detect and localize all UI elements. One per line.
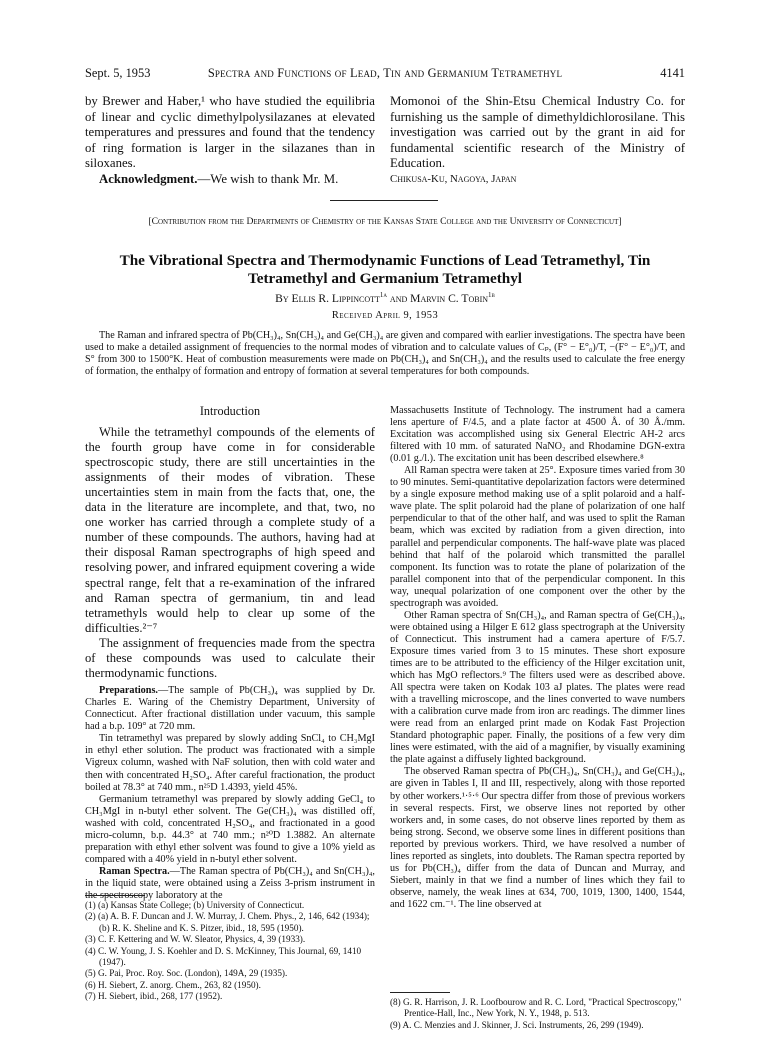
raman-paragraph [85, 866, 375, 902]
germanium-paragraph: Germanium tetramethyl was prepared by slowly adding GeCl₄ to CH₃MgI in n-butyl ether solvent. The Ge(CH₃)₄ was distilled off, washed with cold, concentrated H₂SO₄, and fractionated in a good micro-column, b.p. 44.3° at 740 mm.; n²⁰D 1.3882. An alternate preparation with ethyl ether solvent was found to give a 10% yield as compared with a 40% yield in n-butyl ether solvent. [85, 793, 375, 865]
acknowledgment [85, 172, 375, 188]
footnote: (1) (a) Kansas State College; (b) University of Connecticut. [85, 900, 305, 910]
author-address: Chikusa-Ku, Nagoya, Japan [390, 172, 517, 185]
section-divider [330, 200, 438, 201]
footnote-rule-left [85, 895, 145, 896]
author-2: Marvin C. Tobin [410, 291, 489, 305]
preparations-label: Preparations. [99, 685, 158, 697]
prev-article-text: by Brewer and Haber,¹ who have studied the equilibria of linear and cyclic dimethylpolysilazanes at elevated temperatures and pressures and found that the tendency of ring formation is larger in the silazanes than in siloxanes. [85, 94, 375, 171]
footnote: (8) G. R. Harrison, J. R. Loofbourow and R. C. Lord, "Practical Spectroscopy," Prentice-Hall, Inc., New York, N. Y., 1948, p. 513. [390, 997, 682, 1019]
header-date: Sept. 5, 1953 [85, 66, 151, 80]
footnote: (2) (a) A. B. F. Duncan and J. W. Murray, J. Chem. Phys., 2, 146, 642 (1934); (b) R. K. Sheline and K. S. Pitzer, ibid., 18, 595 (1950). [85, 911, 370, 933]
authors-and: and [387, 291, 411, 305]
ack-text: —We wish to thank Mr. M. [197, 171, 339, 186]
abstract: The Raman and infrared spectra of Pb(CH₃)₄, Sn(CH₃)₄ and Ge(CH₃)₄ are given and compared with earlier investigations. The spectra have been used to make a detailed assignment of frequencies to the normal modes of vibration and to calculate values of Cₚ, (F° − E°₀)/T, −(F° − E°₀)/T, and S° from 300 to 1500°K. Heat of combustion measurements were made on Pb(CH₃)₄ and Sn(CH₃)₄ and the results used to calculate the free energy of formation, the enthalpy of formation and entropy of formation at several temperatures for both compounds. [85, 330, 685, 377]
tin-paragraph: Tin tetramethyl was prepared by slowly adding SnCl₄ to CH₃MgI in ethyl ether solution. The product was fractionated with a simple Vigreux column, washed with NaF solution, then with cold water and then with concentrated H₂SO₄. After careful fractionation, the product boiled at 78.3° at 740 mm., n²⁵D 1.4393, yield 45%. [85, 733, 375, 793]
right-paragraph-3: Other Raman spectra of Sn(CH₃)₄, and Raman spectra of Ge(CH₃)₄, were obtained using a Hilger E 612 glass spectrograph at the University of Connecticut. This instrument had a camera aperture of F/5.7. Exposure times varied from 3 to 15 minutes. These short exposure times are to be attributed to the efficiency of the Hilger excitation unit, which has MgO reflectors.⁹ The filters used were as described above. All spectra were taken on Kodak 103 aJ plates. The plates were read with a travelling microscope, and the lines converted to wave numbers with a calibration curve made from iron arc readings. The dimmer lines were read from an enlarged print made on Kodak Fast Projection Standard photographic paper. Finally, the positions of a few very dim lines were estimated, with the aid of a magnifier, by visually examining the plate against a diffusely lighted background. [390, 609, 685, 766]
right-paragraph-1: Massachusetts Institute of Technology. The instrument had a camera lens aperture of F/4.5, and a plate factor at 4500 Å. of 30 Å./mm. Excitation was accomplished using six General Electric AH-2 arcs filtered with 10 mm. of saturated NaNO₂ and Rhodamine DGN-extra (0.01 g./l.). The excitation unit has been described elsewhere.⁸ [390, 405, 685, 465]
intro-paragraph-2: The assignment of frequencies made from the spectra of these compounds was used to calculate their thermodynamic functions. [85, 635, 375, 681]
author-1: Ellis R. Lippincott [291, 291, 380, 305]
right-paragraph-4: The observed Raman spectra of Pb(CH₃)₄, Sn(CH₃)₄ and Ge(CH₃)₄, are given in Tables I, II and III, respectively, along with those reported by other workers.¹·⁵·⁶ Our spectra differ from those of previous workers in several respects. First, we observe lines not reported by other workers and, in some cases, do not observe lines reported by them as being strong. Second, we observe some lines in different positions than reported by previous workers. Third, we have resolved a number of lines reported as singlets, into doublets. The Raman spectra reported by us for Pb(CH₃)₄ differ from the data of Duncan and Murray, and Siebert, mainly in that we find a number of lines which they fail to observe, namely, the weak lines at 634, 700, 1019, 1300, 1400, 1544, and 1622 cm.⁻¹. The line observed at [390, 766, 685, 910]
prev-article-left [85, 94, 375, 188]
raman-text: —The Raman spectra of Pb(CH₃)₄ and Sn(CH₃)₄, in the liquid state, were obtained using a Zeiss 3-prism instrument in the spectroscopy laboratory at the [85, 865, 375, 901]
prev-article-right [390, 94, 685, 188]
footnote: (3) C. F. Kettering and W. W. Sleator, Physics, 4, 39 (1933). [85, 934, 306, 945]
preparations-paragraph [85, 685, 375, 733]
article-title: The Vibrational Spectra and Thermodynamic Functions of Lead Tetramethyl, Tin Tetramethyl and Germanium Tetramethyl [119, 252, 651, 287]
footnote: (6) H. Siebert, Z. anorg. Chem., 263, 82 (1950). [85, 979, 261, 990]
preparations-text: —The sample of Pb(CH₃)₄ was supplied by Dr. Charles E. Waring of the Chemistry Department, University of Connecticut. After fractional distillation under vacuum, this sample had a b.p. 109° at 720 mm. [85, 685, 375, 733]
right-paragraph-2: All Raman spectra were taken at 25°. Exposure times varied from 30 to 90 minutes. Semi-quantitative depolarization factors were determined by a single exposure method making use of a split polaroid and a half-wave plate. The split polaroid had the plane of polarization of one half perpendicular to that of the other half, and was used to split the Raman beam, which was excited by radiation from a given direction, into parallel and perpendicular components. The half-wave plate was placed behind that half of the polaroid which transmitted the parallel component. Its function was to rotate the plane of polarization of the parallel component into that of the perpendicular component. In this way, unequal polarization of one component over the other by the spectrograph was avoided. [390, 465, 685, 609]
ack-label: Acknowledgment. [99, 171, 198, 186]
footnotes-left [85, 900, 375, 1003]
intro-heading: Introduction [199, 404, 261, 418]
authors-prefix: By [275, 291, 292, 305]
footnote-rule-right [390, 992, 450, 993]
raman-label: Raman Spectra. [99, 865, 170, 877]
authors-line [85, 291, 685, 305]
received-date: Received April 9, 1953 [331, 310, 439, 321]
left-column [85, 405, 375, 902]
footnote: (4) C. W. Young, J. S. Koehler and D. S. McKinney, This Journal, 69, 1410 (1947). [85, 945, 362, 968]
footnote: (7) H. Siebert, ibid., 268, 177 (1952). [85, 991, 223, 1002]
footnote: (9) A. C. Menzies and J. Skinner, J. Sci. Instruments, 26, 299 (1949). [390, 1019, 644, 1030]
footnotes-right [390, 997, 685, 1031]
contribution-line: [Contribution from the Departments of Chemistry of the Kansas State College and the University of Connecticut] [148, 216, 622, 227]
prev-article-right-text: Momonoi of the Shin-Etsu Chemical Industry Co. for furnishing us the sample of dimethyldichlorosilane. This investigation was carried out by the grant in aid for fundamental scientific research of the Ministry of Education. [390, 94, 685, 171]
header-page-number: 4141 [660, 66, 685, 80]
author-2-affiliation: 1b [488, 291, 495, 299]
author-1-affiliation: 1a [379, 291, 388, 299]
right-column [390, 405, 685, 911]
header-running-title: Spectra and Functions of Lead, Tin and Germanium Tetramethyl [207, 66, 563, 80]
intro-paragraph-1: While the tetramethyl compounds of the elements of the fourth group have come in for considerable spectroscopic study, there are still uncertainties in the assignments of their modes of vibration. These uncertainties stem in main from the facts that, one, the data in the literature are incomplete, and that, two, no one worker has carried through a complete study of a number of these compounds. The authors, having had at their disposal Raman spectrographs of high speed and resolving power, and infrared equipment covering a wide spectral range, felt that a re-examination of the infrared and Raman spectra of germanium, tin and lead tetramethyls would help to clear up some of the difficulties.²⁻⁷ [85, 424, 375, 635]
footnote: (5) G. Pai, Proc. Roy. Soc. (London), 149A, 29 (1935). [85, 968, 288, 979]
running-header [85, 66, 685, 82]
